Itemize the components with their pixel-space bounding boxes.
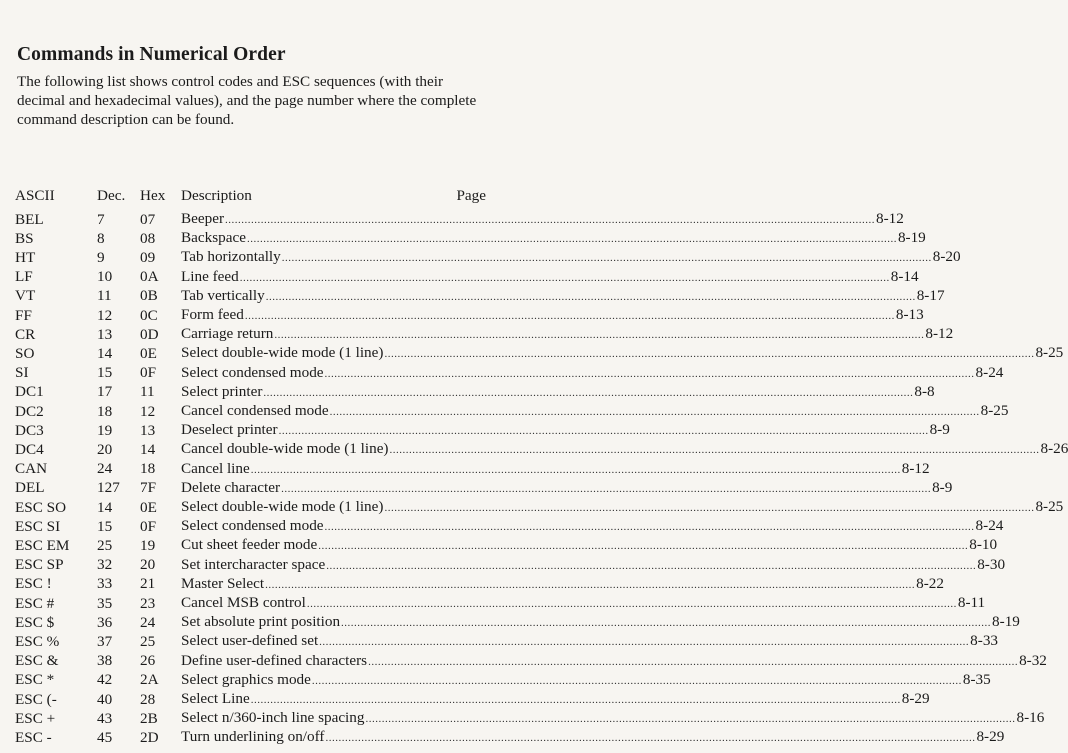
dec-cell: 42 [97, 671, 113, 689]
table-row [15, 229, 486, 248]
hex-cell: 20 [140, 556, 156, 574]
page-number: 8-10 [969, 536, 998, 554]
description-text: Select Line [181, 690, 250, 708]
description-text: Cut sheet feeder mode [181, 536, 318, 554]
table-row [15, 536, 486, 555]
description-cell [181, 709, 1045, 728]
leader-dots: ........................................................................................................................................................................................................ [244, 310, 895, 323]
column-header-hex: Hex [140, 187, 166, 204]
hex-cell: 7F [140, 479, 157, 497]
table-row [15, 383, 486, 402]
hex-cell: 18 [140, 460, 156, 478]
hex-cell: 0B [140, 287, 158, 305]
hex-cell: 0E [140, 498, 157, 516]
description-text: Cancel MSB control [181, 594, 306, 612]
hex-cell: 2D [140, 728, 159, 746]
page-number: 8-25 [980, 402, 1009, 420]
table-row [15, 325, 486, 344]
page-number: 8-24 [975, 363, 1004, 381]
table-row [15, 440, 486, 459]
description-cell [181, 344, 1064, 363]
description-text: Cancel condensed mode [181, 402, 329, 420]
page-number: 8-33 [970, 632, 999, 650]
hex-cell: 09 [140, 248, 156, 266]
description-text: Delete character [181, 478, 281, 496]
dec-cell: 8 [97, 229, 105, 247]
intro-paragraph: The following list shows control codes and ESC sequences (with their decimal and hexadecimal values), and the page number where the complete command description can be found. [17, 73, 477, 128]
description-cell [181, 574, 944, 594]
dec-cell: 9 [97, 248, 105, 266]
description-cell [181, 248, 961, 267]
hex-cell: 24 [140, 613, 156, 631]
leader-dots: ........................................................................................................................................................................................................ [329, 406, 980, 419]
leader-dots: ........................................................................................................................................................................................................ [225, 214, 876, 226]
description-text: Select condensed mode [181, 517, 324, 535]
hex-cell: 21 [140, 575, 156, 593]
ascii-cell: DEL [15, 479, 45, 497]
table-row [15, 517, 486, 536]
description-text: Select printer [181, 382, 263, 400]
hex-cell: 11 [140, 383, 155, 401]
table-row [15, 594, 486, 613]
description-text: Carriage return [181, 325, 274, 343]
description-cell [181, 498, 1064, 517]
table-row [15, 479, 486, 498]
dec-cell: 20 [97, 440, 113, 458]
leader-dots: ........................................................................................................................................................................................................ [281, 482, 932, 495]
leader-dots: ........................................................................................................................................................................................................ [384, 502, 1035, 515]
dec-cell: 11 [97, 287, 112, 305]
description-cell [181, 536, 998, 555]
page-number: 8-9 [929, 421, 950, 439]
description-text: Cancel line [181, 459, 250, 477]
page-number: 8-13 [895, 306, 924, 324]
dec-cell: 37 [97, 632, 113, 650]
ascii-cell: ESC & [15, 652, 59, 670]
description-text: Form feed [181, 306, 244, 324]
description-cell [181, 325, 954, 344]
hex-cell: 2A [140, 671, 159, 689]
description-text: Cancel double-wide mode (1 line) [181, 440, 389, 458]
dec-cell: 15 [97, 517, 113, 535]
hex-cell: 12 [140, 402, 156, 420]
dec-cell: 17 [97, 383, 113, 401]
dec-cell: 18 [97, 402, 113, 420]
page-number: 8-12 [925, 325, 954, 343]
ascii-cell: DC1 [15, 383, 44, 401]
page-number: 8-25 [1035, 498, 1064, 516]
leader-dots: ........................................................................................................................................................................................................ [250, 463, 901, 476]
page-number: 8-17 [916, 286, 945, 304]
dec-cell: 25 [97, 536, 113, 554]
hex-cell: 28 [140, 690, 156, 708]
description-text: Line feed [181, 267, 239, 285]
page-number: 8-19 [897, 229, 926, 247]
table-row [15, 268, 486, 287]
leader-dots: ........................................................................................................................................................................................................ [246, 233, 897, 246]
table-row [15, 287, 486, 306]
column-header-description-page [181, 185, 486, 210]
description-cell [181, 670, 991, 690]
ascii-cell: FF [15, 306, 32, 324]
page-number: 8-12 [901, 459, 930, 477]
table-row [15, 248, 486, 267]
description-text: Beeper [181, 210, 225, 227]
description-text: Select graphics mode [181, 670, 311, 688]
ascii-cell: DC3 [15, 421, 44, 439]
description-text: Backspace [181, 229, 246, 247]
hex-cell: 0E [140, 344, 157, 362]
page-number: 8-29 [976, 728, 1005, 746]
table-row [15, 613, 486, 632]
hex-cell: 19 [140, 536, 156, 554]
description-cell [181, 555, 1006, 575]
leader-dots: ........................................................................................................................................................................................................ [319, 636, 970, 649]
leader-dots: ........................................................................................................................................................................................................ [326, 559, 977, 572]
description-cell [181, 210, 904, 229]
leader-dots: ........................................................................................................................................................................................................ [311, 674, 962, 687]
table-row [15, 709, 486, 728]
ascii-cell: BS [15, 229, 34, 247]
description-text: Define user-defined characters [181, 651, 368, 669]
page-number: 8-14 [890, 267, 919, 285]
page-number: 8-11 [957, 594, 986, 612]
ascii-cell: SO [15, 344, 35, 362]
dec-cell: 14 [97, 344, 113, 362]
table-row [15, 460, 486, 479]
description-cell [181, 690, 930, 709]
leader-dots: ........................................................................................................................................................................................................ [281, 252, 932, 265]
column-header-page: Page [456, 187, 486, 204]
page-number: 8-32 [1019, 651, 1047, 669]
description-cell [181, 728, 1005, 747]
ascii-cell: ESC + [15, 709, 56, 727]
hex-cell: 0A [140, 268, 159, 286]
description-text: Set absolute print position [181, 613, 341, 631]
ascii-cell: HT [15, 248, 36, 266]
table-row [15, 671, 486, 690]
column-header-ascii: ASCII [15, 187, 55, 204]
ascii-cell: DC2 [15, 402, 44, 420]
dec-cell: 15 [97, 364, 113, 382]
description-text: Master Select [181, 574, 265, 592]
page-number: 8-25 [1035, 344, 1064, 362]
ascii-cell: LF [15, 268, 33, 286]
dec-cell: 45 [97, 728, 113, 746]
description-cell [181, 306, 924, 325]
ascii-cell: ESC SI [15, 517, 61, 535]
leader-dots: ........................................................................................................................................................................................................ [274, 329, 925, 342]
description-text: Tab vertically [181, 286, 265, 304]
ascii-cell: DC4 [15, 440, 44, 458]
dec-cell: 32 [97, 556, 113, 574]
description-cell [181, 267, 919, 287]
dec-cell: 10 [97, 268, 113, 286]
description-cell [181, 382, 935, 402]
dec-cell: 43 [97, 709, 113, 727]
table-row [15, 652, 486, 671]
table-row [15, 344, 486, 363]
hex-cell: 0F [140, 517, 157, 535]
description-cell [181, 421, 950, 440]
hex-cell: 14 [140, 440, 156, 458]
description-text: Select double-wide mode (1 line) [181, 498, 384, 516]
description-cell [181, 402, 1009, 421]
table-row [15, 575, 486, 594]
dec-cell: 40 [97, 690, 113, 708]
leader-dots: ........................................................................................................................................................................................................ [324, 521, 975, 534]
ascii-cell: ESC $ [15, 613, 55, 631]
page-number: 8-8 [914, 382, 935, 400]
description-cell [181, 613, 1020, 632]
hex-cell: 23 [140, 594, 156, 612]
ascii-cell: VT [15, 287, 36, 305]
ascii-cell: ESC % [15, 632, 60, 650]
ascii-cell: ESC EM [15, 536, 70, 554]
hex-cell: 0C [140, 306, 158, 324]
hex-cell: 2B [140, 709, 158, 727]
dec-cell: 19 [97, 421, 113, 439]
ascii-cell: ESC (- [15, 690, 57, 708]
description-cell [181, 363, 1004, 383]
column-header-dec: Dec. [97, 187, 126, 204]
description-text: Select condensed mode [181, 363, 324, 381]
commands-table [15, 185, 1068, 748]
ascii-cell: ESC - [15, 728, 52, 746]
ascii-cell: ESC SO [15, 498, 67, 516]
description-cell [181, 478, 953, 498]
description-cell [181, 594, 986, 613]
table-body [15, 210, 1068, 748]
leader-dots: ........................................................................................................................................................................................................ [325, 732, 976, 745]
table-row [15, 728, 486, 747]
table-row [15, 556, 486, 575]
leader-dots: ........................................................................................................................................................................................................ [389, 444, 1040, 457]
hex-cell: 25 [140, 632, 156, 650]
dec-cell: 13 [97, 325, 113, 343]
table-row [15, 421, 486, 440]
page-number: 8-20 [932, 248, 961, 266]
leader-dots: ........................................................................................................................................................................................................ [365, 713, 1016, 726]
dec-cell: 35 [97, 594, 113, 612]
page-number: 8-35 [962, 670, 991, 688]
column-header-description: Description [181, 187, 252, 204]
page-number: 8-19 [992, 613, 1020, 631]
description-cell [181, 632, 999, 651]
table-row [15, 306, 486, 325]
ascii-cell: CR [15, 325, 36, 343]
ascii-cell: ESC # [15, 594, 55, 612]
table-row [15, 690, 486, 709]
ascii-cell: ESC * [15, 671, 55, 689]
leader-dots: ........................................................................................................................................................................................................ [265, 578, 916, 591]
description-text: Tab horizontally [181, 248, 281, 266]
page-number: 8-26 [1040, 440, 1068, 458]
description-cell [181, 459, 930, 479]
table-row [15, 210, 486, 229]
table-header-row [15, 185, 486, 210]
leader-dots: ........................................................................................................................................................................................................ [265, 290, 916, 303]
dec-cell: 38 [97, 652, 113, 670]
description-text: Select n/360-inch line spacing [181, 709, 365, 727]
table-row [15, 498, 486, 517]
hex-cell: 07 [140, 210, 156, 228]
leader-dots: ........................................................................................................................................................................................................ [341, 617, 992, 630]
page-number: 8-16 [1016, 709, 1045, 727]
page-number: 8-12 [876, 210, 904, 227]
leader-dots: ........................................................................................................................................................................................................ [368, 655, 1019, 668]
page-number: 8-29 [901, 690, 930, 708]
page-number: 8-22 [916, 574, 944, 592]
description-cell [181, 651, 1047, 671]
page-number: 8-24 [975, 517, 1004, 535]
leader-dots: ........................................................................................................................................................................................................ [306, 598, 957, 611]
ascii-cell: BEL [15, 210, 44, 228]
leader-dots: ........................................................................................................................................................................................................ [263, 386, 914, 399]
ascii-cell: CAN [15, 460, 48, 478]
leader-dots: ........................................................................................................................................................................................................ [318, 540, 969, 553]
leader-dots: ........................................................................................................................................................................................................ [278, 425, 929, 438]
hex-cell: 0F [140, 364, 157, 382]
page-number: 8-9 [932, 478, 953, 496]
hex-cell: 08 [140, 229, 156, 247]
ascii-cell: SI [15, 364, 29, 382]
leader-dots: ........................................................................................................................................................................................................ [324, 367, 975, 380]
description-cell [181, 440, 1068, 459]
hex-cell: 26 [140, 652, 156, 670]
table-row [15, 364, 486, 383]
description-cell [181, 517, 1004, 536]
description-text: Set intercharacter space [181, 555, 326, 573]
leader-dots: ........................................................................................................................................................................................................ [250, 694, 901, 707]
hex-cell: 0D [140, 325, 159, 343]
page-number: 8-30 [977, 555, 1006, 573]
leader-dots: ........................................................................................................................................................................................................ [384, 348, 1035, 361]
dec-cell: 36 [97, 613, 113, 631]
description-cell [181, 229, 926, 248]
dec-cell: 12 [97, 306, 113, 324]
dec-cell: 7 [97, 210, 105, 228]
table-row [15, 632, 486, 651]
description-cell [181, 286, 945, 306]
description-text: Select double-wide mode (1 line) [181, 344, 384, 362]
description-text: Deselect printer [181, 421, 278, 439]
description-text: Turn underlining on/off [181, 728, 325, 746]
dec-cell: 14 [97, 498, 113, 516]
ascii-cell: ESC ! [15, 575, 52, 593]
hex-cell: 13 [140, 421, 156, 439]
dec-cell: 24 [97, 460, 113, 478]
dec-cell: 127 [97, 479, 120, 497]
description-text: Select user-defined set [181, 632, 319, 650]
leader-dots: ........................................................................................................................................................................................................ [239, 271, 890, 284]
table-row [15, 402, 486, 421]
page-heading: Commands in Numerical Order [17, 44, 286, 65]
ascii-cell: ESC SP [15, 556, 64, 574]
dec-cell: 33 [97, 575, 113, 593]
